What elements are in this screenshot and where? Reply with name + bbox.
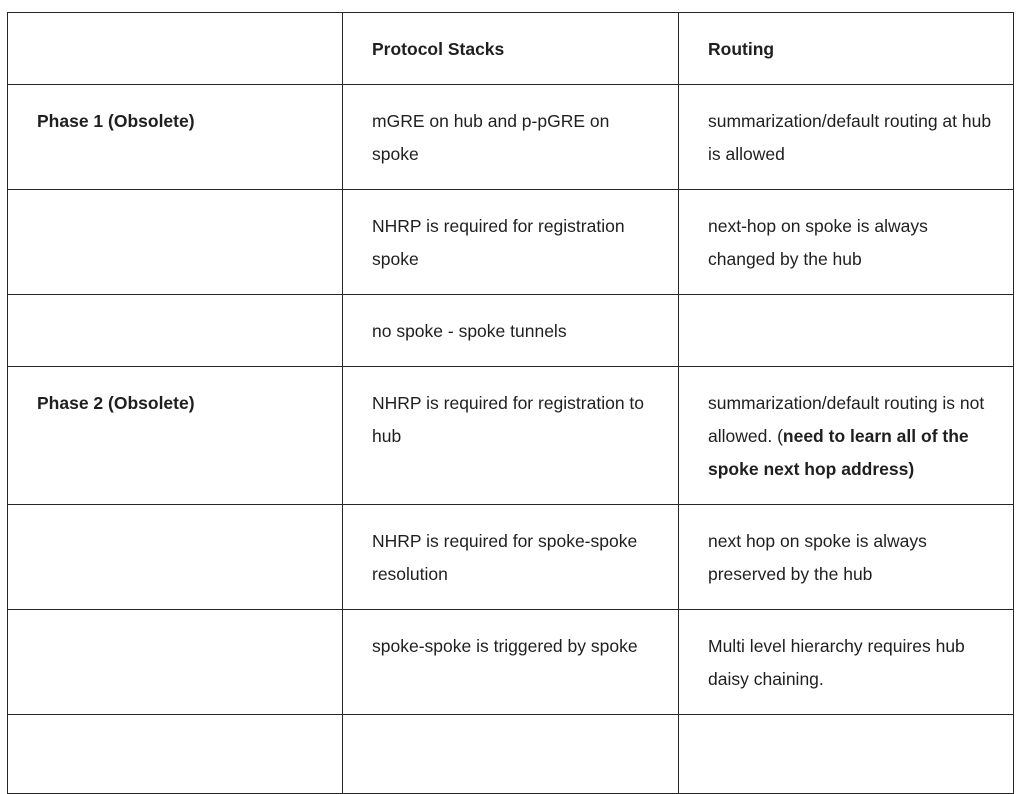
protocol-cell: spoke-spoke is triggered by spoke <box>343 610 679 715</box>
protocol-cell <box>343 715 679 794</box>
protocol-cell: no spoke - spoke tunnels <box>343 295 679 367</box>
phase-cell <box>8 505 343 610</box>
header-protocol-stacks: Protocol Stacks <box>343 13 679 85</box>
routing-cell: next hop on spoke is always preserved by the hub <box>679 505 1014 610</box>
table-row <box>8 85 1014 190</box>
routing-text: summarization/default routing is not allowed. ( <box>708 393 985 446</box>
table-row <box>8 610 1014 715</box>
header-phase <box>8 13 343 85</box>
phase-cell <box>8 190 343 295</box>
routing-cell: summarization/default routing at hub is allowed <box>679 85 1014 190</box>
header-row <box>8 13 1014 85</box>
table-row <box>8 190 1014 295</box>
table-row <box>8 715 1014 794</box>
protocol-cell: NHRP is required for spoke-spoke resolution <box>343 505 679 610</box>
phase-cell: Phase 1 (Obsolete) <box>8 85 343 190</box>
routing-cell: next-hop on spoke is always changed by the hub <box>679 190 1014 295</box>
phase-cell <box>8 715 343 794</box>
routing-cell: Multi level hierarchy requires hub daisy chaining. <box>679 610 1014 715</box>
phase-cell: Phase 2 (Obsolete) <box>8 367 343 505</box>
phase-cell <box>8 610 343 715</box>
header-routing: Routing <box>679 13 1014 85</box>
routing-cell <box>679 367 1014 505</box>
protocol-cell: NHRP is required for registration to hub <box>343 367 679 505</box>
protocol-cell: NHRP is required for registration spoke <box>343 190 679 295</box>
phase-cell <box>8 295 343 367</box>
table-row <box>8 295 1014 367</box>
routing-cell <box>679 715 1014 794</box>
routing-cell <box>679 295 1014 367</box>
table-row <box>8 367 1014 505</box>
table-row <box>8 505 1014 610</box>
routing-emphasis: need to learn all of the spoke next hop address) <box>708 426 969 479</box>
dmvpn-phase-table <box>7 12 1014 794</box>
protocol-cell: mGRE on hub and p-pGRE on spoke <box>343 85 679 190</box>
